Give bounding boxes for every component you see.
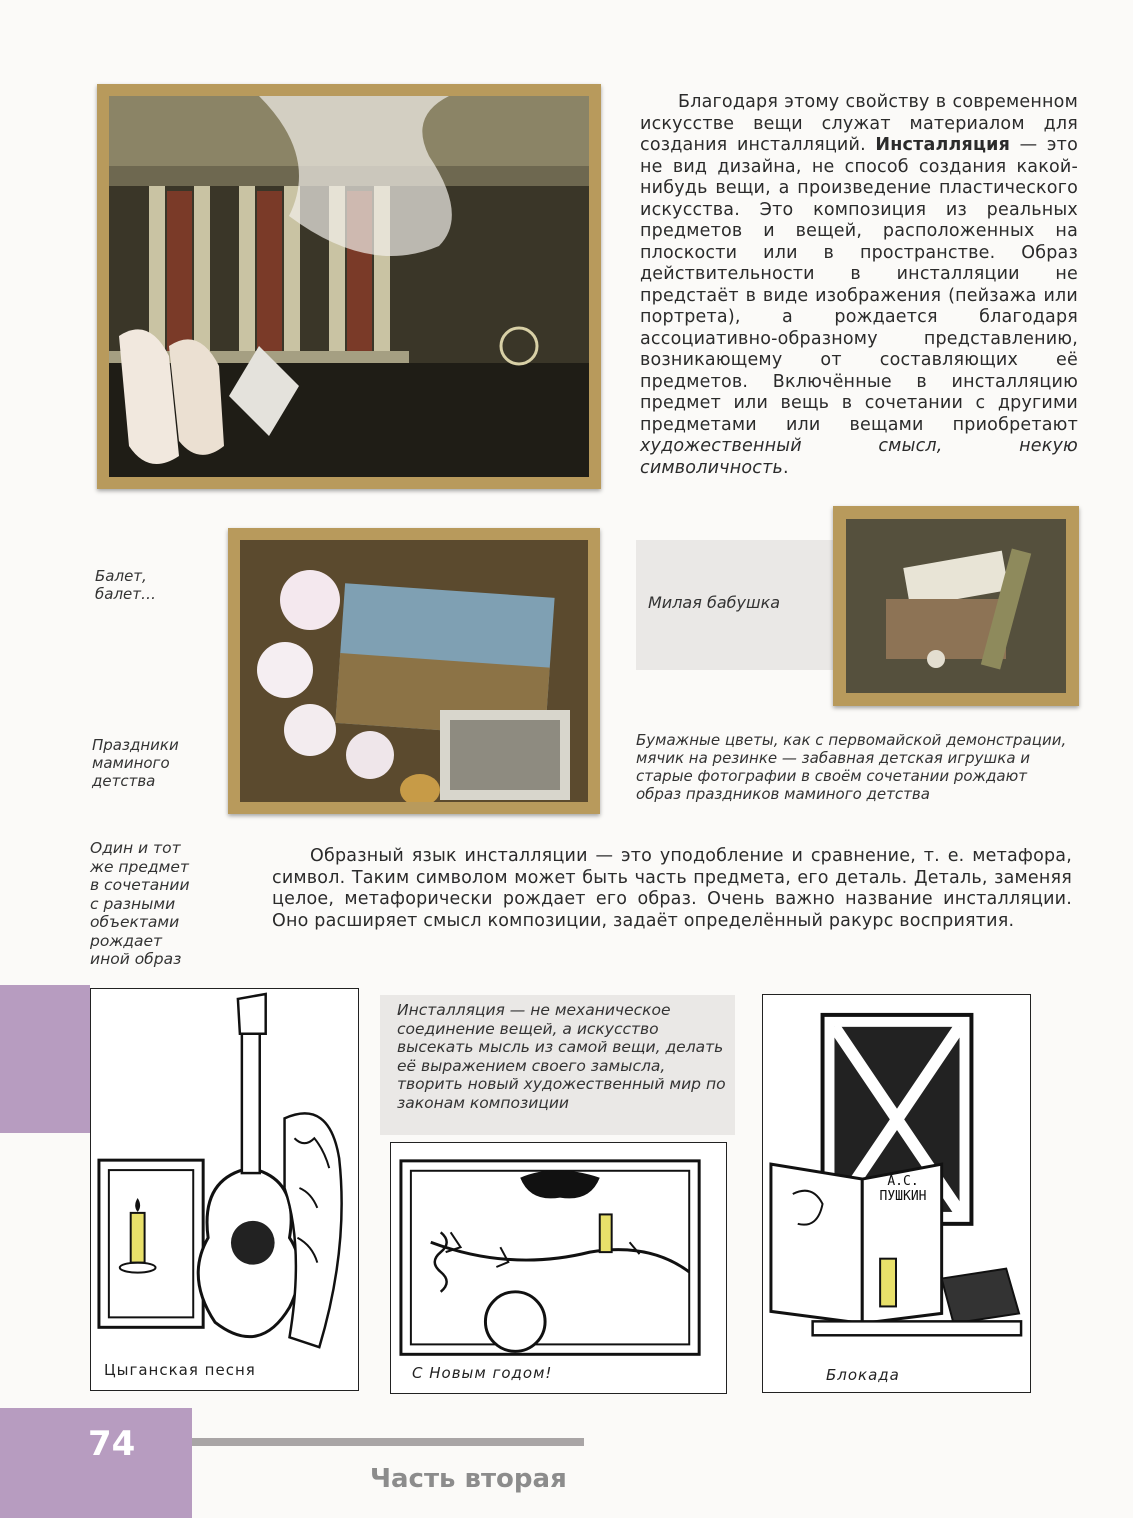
- installation-definition: Инсталляция — не механическое соединение вещей, а искусство высекать мысль из самой вещи, делать её выражением своего замысла, творить новый художественный мир по законам композиции: [397, 1001, 726, 1112]
- term-installation: Инсталляция: [875, 135, 1011, 155]
- caption-ballet: Балет, балет…: [95, 567, 156, 603]
- holidays-installation-image: [228, 528, 600, 814]
- drawing-new-year: [390, 1142, 727, 1394]
- book-title-pushkin: А.С. ПУШКИН: [879, 1174, 927, 1204]
- caption-blockade: Блокада: [822, 1366, 904, 1384]
- footer-rule: [192, 1438, 584, 1446]
- drawing-gypsy-song: [90, 988, 359, 1391]
- accent-bar-left: [0, 985, 90, 1133]
- caption-gypsy-song: Цыганская песня: [100, 1361, 260, 1379]
- main-text-paragraph-1: Благодаря этому свойству в современном искусстве вещи служат материалом для создания инсталляций. Инсталляция — это не вид дизайна, не способ создания какой-нибудь вещи, а произведение пластического искусства. Это композиция из реальных предметов и вещей, расположенных на плоскости или в пространстве. Образ действительности в инсталляции не предстаёт в виде изображения (пейзажа или портрета), а рождается благодаря ассоциативно-образному представлению, возникающему от составляющих её предметов. Включённые в инсталляцию предмет или вещь в сочетании с другими предметами или вещами приобретают художественный смысл, некую символичность.: [640, 92, 1078, 478]
- caption-grandma: Милая бабушка: [648, 593, 781, 612]
- caption-holidays-description: Бумажные цветы, как с первомайской демонстрации, мячик на резинке — забавная детская игрушка и старые фотографии в своём сочетании рождают образ праздников маминого детства: [636, 731, 1067, 803]
- ballet-installation-image: [97, 84, 601, 489]
- main-text-paragraph-2: Образный язык инсталляции — это уподобление и сравнение, т. е. метафора, символ. Таким символом может быть часть предмета, его деталь. Деталь, заменяя целое, метафорически рождает его образ. Очень важно название инсталляции. Оно расширяет смысл композиции, задаёт определённый ракурс восприятия.: [272, 846, 1072, 931]
- section-title: Часть вторая: [370, 1464, 567, 1494]
- caption-new-year: С Новым годом!: [408, 1364, 556, 1382]
- caption-holidays: Праздники маминого детства: [92, 736, 179, 790]
- page-number: 74: [88, 1424, 136, 1464]
- grandma-installation-image: [833, 506, 1079, 706]
- note-same-object: Один и тот же предмет в сочетании с разными объектами рождает иной образ: [90, 839, 190, 968]
